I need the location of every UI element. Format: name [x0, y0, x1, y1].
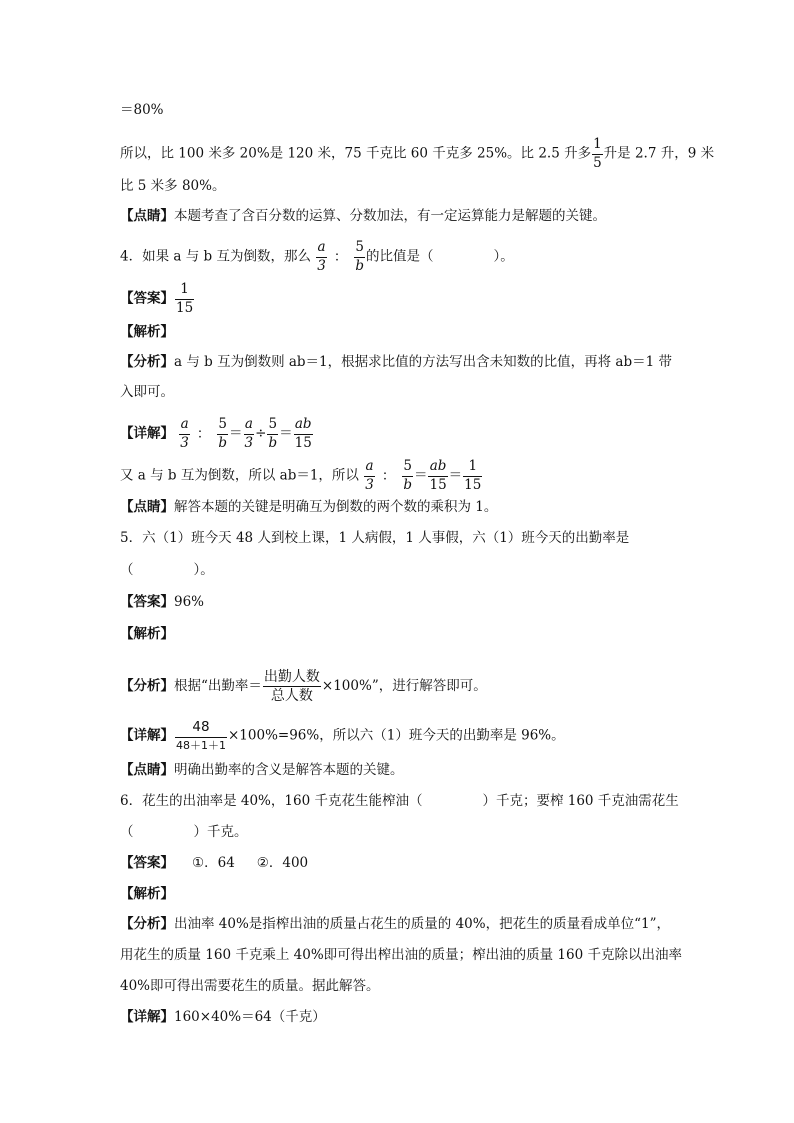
question-5-cont: （ ）。	[120, 562, 214, 578]
xiangjie-line: 【详解】160×40%＝64（千克）	[120, 1009, 326, 1025]
fenxi-line-cont: 入即可。	[120, 384, 174, 400]
fenxi-line: 【分析】根据“出勤率＝ $\frac{\text{出勤人数}}{\text{总人数}}$ ×100%”，进行解答即可。	[120, 669, 487, 704]
text-line: ＝80%	[120, 102, 164, 118]
answer-line: 【答案】96%	[120, 594, 205, 610]
answer-line: 【答案】 ①．64 ②．400	[120, 855, 309, 871]
dianjing-line: 【点睛】本题考查了含百分数的运算、分数加法，有一定运算能力是解题的关键。	[120, 208, 606, 224]
xiangjie-line: 【详解】 $\frac{48}{48+1+1}$ ×100%=96%，所以六（1）班今天的出勤率是 96%。	[120, 719, 565, 752]
answer-line: 【答案】 $\frac{1}{15}$	[120, 281, 194, 316]
jiexi-line: 【解析】	[120, 886, 174, 902]
question-4: 4．如果 a 与 b 互为倒数，那么 $\frac{a}{3}$ ： $\frac{5}{b}$ 的比值是（ ）。	[120, 239, 514, 274]
text-line: 所以，比 100 米多 20%是 120 米，75 千克比 60 千克多 25%。比 2.5 升多 $\frac{1}{5}$ 升是 2.7 升，9 米	[120, 136, 715, 171]
dianjing-line: 【点睛】明确出勤率的含义是解答本题的关键。	[120, 762, 404, 778]
question-6-cont: （ ）千克。	[120, 824, 248, 840]
dianjing-line: 【点睛】解答本题的关键是明确互为倒数的两个数的乘积为 1。	[120, 499, 498, 515]
question-6: 6．花生的出油率是 40%，160 千克花生能榨油（ ）千克；要榨 160 千克油需花生	[120, 793, 679, 809]
xiangjie-line: 【详解】 $\frac{a}{3}$ ： $\frac{5}{b}$ ＝ $\frac{a}{3}$ ÷ $\frac{5}{b}$ ＝ $\frac{ab}{15}$	[120, 416, 312, 451]
fenxi-line: 【分析】出油率 40%是指榨出油的质量占花生的质量的 40%，把花生的质量看成单位“1”，	[120, 916, 670, 932]
jiexi-line: 【解析】	[120, 626, 174, 642]
jiexi-line: 【解析】	[120, 324, 174, 340]
fenxi-line-cont: 40%即可得出需要花生的质量。据此解答。	[120, 978, 380, 994]
fenxi-line-cont: 用花生的质量 160 千克乘上 40%即可得出榨出油的质量；榨出油的质量 160 千克除以出油率	[120, 947, 682, 963]
text-line: 比 5 米多 80%。	[120, 178, 226, 194]
xiangjie-line-2: 又 a 与 b 互为倒数，所以 ab＝1，所以 $\frac{a}{3}$ ： $\frac{5}{b}$ ＝ $\frac{ab}{15}$ ＝ $\frac{1}{15}$	[120, 458, 482, 493]
question-5: 5．六（1）班今天 48 人到校上课，1 人病假，1 人事假，六（1）班今天的出勤率是	[120, 530, 630, 546]
fenxi-line: 【分析】a 与 b 互为倒数则 ab＝1，根据求比值的方法写出含未知数的比值，再将 ab＝1 带	[120, 354, 672, 370]
